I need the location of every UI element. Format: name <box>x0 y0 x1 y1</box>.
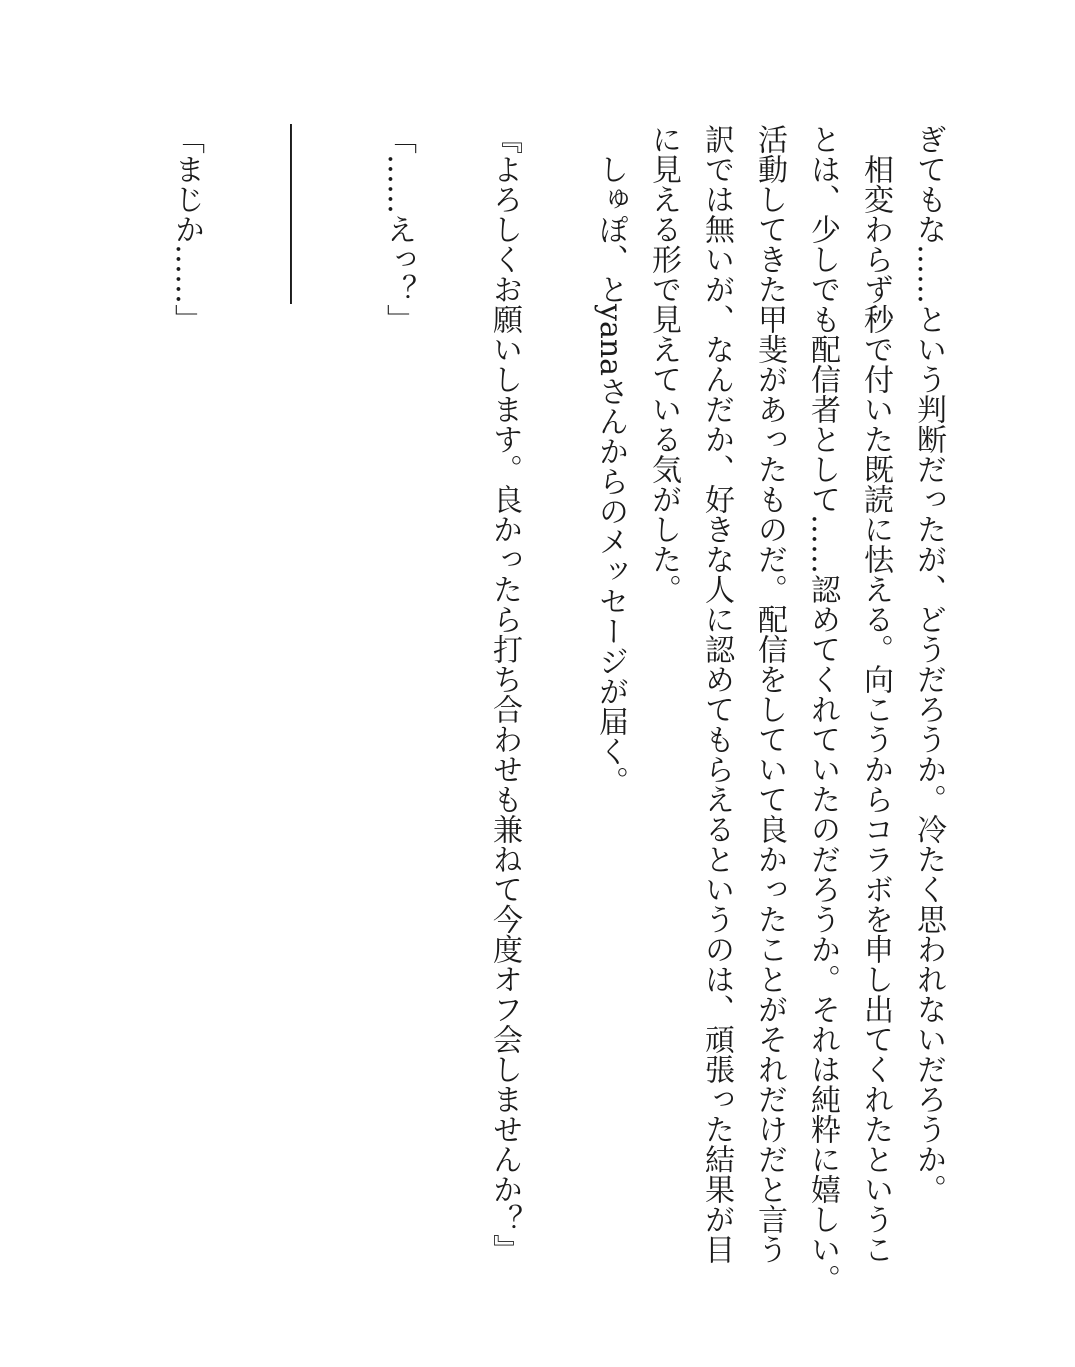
dialogue-line: 「……えっ？」 <box>381 124 416 334</box>
text-line: に見える形で見えている気がした。 <box>646 124 681 604</box>
text-line: しゅぽ、とyanaさんからのメッセージが届く。 <box>593 124 628 797</box>
vertical-text-body <box>160 124 955 1339</box>
dialogue-line: 「まじか……」 <box>169 124 204 334</box>
text-line: とは、少しでも配信者として……認めてくれていたのだろうか。それは純粋に嬉しい。 <box>805 124 840 1294</box>
text-line: 活動してきた甲斐があったものだ。配信をしていて良かったことがそれだけだと言う <box>752 124 787 1264</box>
text-line: 相変わらず秒で付いた既読に怯える。向こうからコラボを申し出てくれたというこ <box>858 124 893 1264</box>
text-line: 訳では無いが、なんだか、好きな人に認めてもらえるというのは、頑張った結果が目 <box>699 124 734 1264</box>
blank-line <box>425 124 478 1339</box>
blank-line <box>531 124 584 1339</box>
text-line: ぎてもな……という判断だったが、どうだろうか。冷たく思われないだろうか。 <box>911 124 946 1204</box>
dash-line: ―――――― <box>275 124 310 304</box>
blank-line <box>319 124 372 1339</box>
blank-line <box>213 124 266 1339</box>
message-quote: 『よろしくお願いします。良かったら打ち合わせも兼ねて今度オフ会しませんか？』 <box>487 124 522 1264</box>
